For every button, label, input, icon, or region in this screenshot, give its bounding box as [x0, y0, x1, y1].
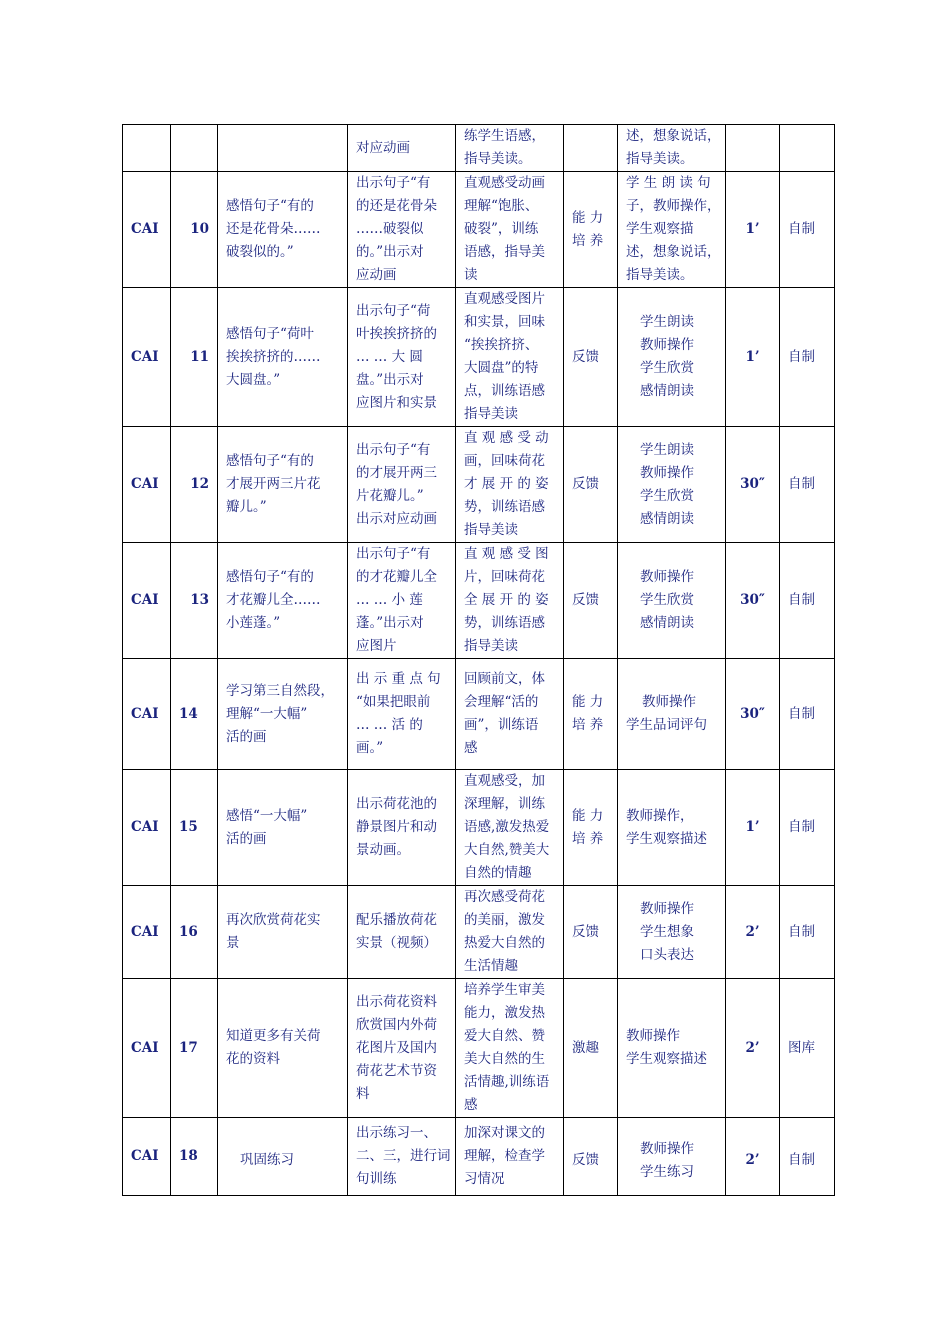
steps-cell: 教师操作， 学生观察描述 [618, 770, 726, 886]
num-cell: 14 [171, 659, 218, 770]
operation-cell: 出示练习一、 二、三，进行词 句训练 [348, 1118, 456, 1196]
time-cell: 1’ [726, 172, 780, 288]
purpose-cell: 直 观 感 受 动 画，回味荷花 才 展 开 的 姿 势，训练语感 指导美读 [456, 427, 564, 543]
num-cell: 16 [171, 886, 218, 979]
content-cell: 再次欣赏荷花实 景 [218, 886, 348, 979]
steps-cell: 教师操作 学生想象 口头表达 [618, 886, 726, 979]
lesson-plan-table [122, 124, 835, 1196]
purpose-cell: 直观感受动画 理解“饱胀、 破裂”，训练 语感，指导美 读 [456, 172, 564, 288]
table-row [123, 979, 835, 1118]
source-cell: 自制 [780, 886, 835, 979]
content-cell: 感悟“一大幅” 活的画 [218, 770, 348, 886]
time-cell: 30″ [726, 543, 780, 659]
source-cell: 自制 [780, 770, 835, 886]
table-row [123, 659, 835, 770]
purpose-cell: 再次感受荷花 的美丽，激发 热爱大自然的 生活情趣 [456, 886, 564, 979]
function-cell: 能 力 培 养 [564, 770, 618, 886]
purpose-cell: 加深对课文的 理解，检查学 习情况 [456, 1118, 564, 1196]
time-cell: 1’ [726, 288, 780, 427]
purpose-cell: 回顾前文，体 会理解“活的 画”，训练语 感 [456, 659, 564, 770]
steps-cell: 学生朗读 教师操作 学生欣赏 感情朗读 [618, 427, 726, 543]
time-cell: 2’ [726, 979, 780, 1118]
function-cell: 反馈 [564, 288, 618, 427]
operation-cell: 出 示 重 点 句 “如果把眼前 … … 活 的 画。” [348, 659, 456, 770]
source-cell: 自制 [780, 1118, 835, 1196]
type-cell: CAI [123, 172, 171, 288]
source-cell: 图库 [780, 979, 835, 1118]
time-cell [726, 125, 780, 172]
content-cell: 感悟句子“有的 才展开两三片花 瓣儿。” [218, 427, 348, 543]
steps-cell: 教师操作 学生欣赏 感情朗读 [618, 543, 726, 659]
steps-cell: 学生朗读 教师操作 学生欣赏 感情朗读 [618, 288, 726, 427]
steps-cell: 教师操作 学生观察描述 [618, 979, 726, 1118]
function-cell: 反馈 [564, 886, 618, 979]
purpose-cell: 直观感受，加 深理解，训练 语感,激发热爱 大自然,赞美大 自然的情趣 [456, 770, 564, 886]
type-cell: CAI [123, 1118, 171, 1196]
type-cell: CAI [123, 886, 171, 979]
table-row [123, 288, 835, 427]
num-cell: 12 [171, 427, 218, 543]
table-row [123, 1118, 835, 1196]
num-cell: 17 [171, 979, 218, 1118]
table-row [123, 427, 835, 543]
type-cell: CAI [123, 770, 171, 886]
function-cell: 反馈 [564, 427, 618, 543]
time-cell: 2’ [726, 886, 780, 979]
table-row [123, 886, 835, 979]
source-cell: 自制 [780, 172, 835, 288]
content-cell: 巩固练习 [218, 1118, 348, 1196]
operation-cell: 出示句子“有 的才花瓣儿全 … … 小 莲 蓬。”出示对 应图片 [348, 543, 456, 659]
source-cell [780, 125, 835, 172]
time-cell: 30″ [726, 659, 780, 770]
source-cell: 自制 [780, 543, 835, 659]
time-cell: 30″ [726, 427, 780, 543]
num-cell: 11 [171, 288, 218, 427]
num-cell: 13 [171, 543, 218, 659]
steps-cell: 学 生 朗 读 句 子，教师操作， 学生观察描 述，想象说话， 指导美读。 [618, 172, 726, 288]
content-cell: 感悟句子“有的 才花瓣儿全…… 小莲蓬。” [218, 543, 348, 659]
table-row [123, 172, 835, 288]
function-cell: 反馈 [564, 1118, 618, 1196]
source-cell: 自制 [780, 427, 835, 543]
function-cell: 激趣 [564, 979, 618, 1118]
function-cell: 能 力 培 养 [564, 659, 618, 770]
num-cell [171, 125, 218, 172]
operation-cell: 出示句子“有 的还是花骨朵 ……破裂似 的。”出示对 应动画 [348, 172, 456, 288]
source-cell: 自制 [780, 659, 835, 770]
function-cell: 反馈 [564, 543, 618, 659]
type-cell [123, 125, 171, 172]
content-cell [218, 125, 348, 172]
time-cell: 2’ [726, 1118, 780, 1196]
type-cell: CAI [123, 288, 171, 427]
operation-cell: 对应动画 [348, 125, 456, 172]
type-cell: CAI [123, 979, 171, 1118]
type-cell: CAI [123, 659, 171, 770]
purpose-cell: 练学生语感， 指导美读。 [456, 125, 564, 172]
content-cell: 学习第三自然段， 理解“一大幅” 活的画 [218, 659, 348, 770]
type-cell: CAI [123, 427, 171, 543]
num-cell: 10 [171, 172, 218, 288]
content-cell: 感悟句子“荷叶 挨挨挤挤的…… 大圆盘。” [218, 288, 348, 427]
operation-cell: 出示句子“荷 叶挨挨挤挤的 … … 大 圆 盘。”出示对 应图片和实景 [348, 288, 456, 427]
steps-cell: 述，想象说话， 指导美读。 [618, 125, 726, 172]
content-cell: 感悟句子“有的 还是花骨朵…… 破裂似的。” [218, 172, 348, 288]
function-cell: 能 力 培 养 [564, 172, 618, 288]
steps-cell: 教师操作 学生品词评句 [618, 659, 726, 770]
purpose-cell: 直观感受图片 和实景，回味 “挨挨挤挤、 大圆盘”的特 点，训练语感 指导美读 [456, 288, 564, 427]
operation-cell: 出示句子“有 的才展开两三 片花瓣儿。” 出示对应动画 [348, 427, 456, 543]
num-cell: 15 [171, 770, 218, 886]
time-cell: 1’ [726, 770, 780, 886]
table-row [123, 770, 835, 886]
operation-cell: 出示荷花资料 欣赏国内外荷 花图片及国内 荷花艺术节资 料 [348, 979, 456, 1118]
purpose-cell: 培养学生审美 能力，激发热 爱大自然、赞 美大自然的生 活情趣,训练语 感 [456, 979, 564, 1118]
operation-cell: 出示荷花池的 静景图片和动 景动画。 [348, 770, 456, 886]
content-cell: 知道更多有关荷 花的资料 [218, 979, 348, 1118]
type-cell: CAI [123, 543, 171, 659]
function-cell [564, 125, 618, 172]
steps-cell: 教师操作 学生练习 [618, 1118, 726, 1196]
num-cell: 18 [171, 1118, 218, 1196]
purpose-cell: 直 观 感 受 图 片，回味荷花 全 展 开 的 姿 势，训练语感 指导美读 [456, 543, 564, 659]
table-row [123, 125, 835, 172]
operation-cell: 配乐播放荷花 实景（视频） [348, 886, 456, 979]
source-cell: 自制 [780, 288, 835, 427]
table-row [123, 543, 835, 659]
